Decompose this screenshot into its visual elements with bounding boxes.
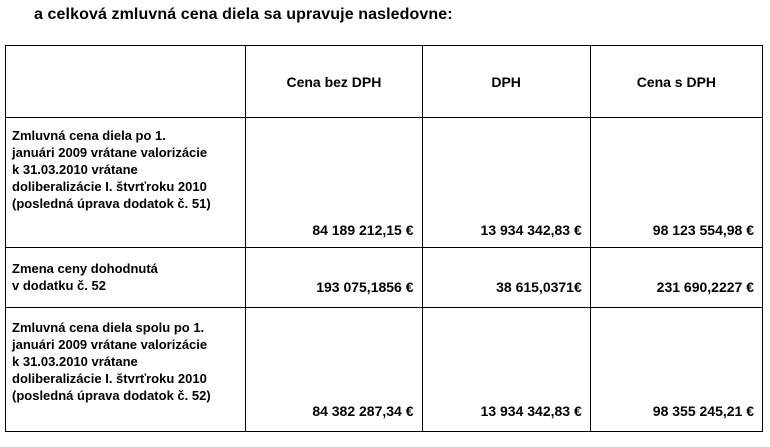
row-label-line: Zmena ceny dohodnutá — [12, 261, 158, 276]
row-label-line: januári 2009 vrátane valorizácie — [12, 337, 208, 352]
row-label-line: (posledná úprava dodatok č. 51) — [12, 196, 211, 211]
document-heading: a celková zmluvná cena diela sa upravuje nasledovne: — [34, 6, 453, 23]
row-label-line: k 31.03.2010 vrátane — [12, 162, 138, 177]
table-header-row — [6, 46, 763, 118]
price-table — [5, 45, 763, 432]
cell-dph: 13 934 342,83 € — [422, 118, 590, 248]
row-label-line: doliberalizácie I. štvrťroku 2010 — [12, 371, 207, 386]
cell-cena-s-dph: 98 355 245,21 € — [590, 308, 762, 432]
cell-cena-bez-dph: 193 075,1856 € — [246, 248, 422, 308]
cell-cena-bez-dph: 84 382 287,34 € — [246, 308, 422, 432]
header-cena-s-dph: Cena s DPH — [590, 46, 762, 118]
cell-cena-s-dph: 98 123 554,98 € — [590, 118, 762, 248]
row-label-line: v dodatku č. 52 — [12, 278, 106, 293]
row-label-line: doliberalizácie I. štvrťroku 2010 — [12, 179, 207, 194]
row-label-line: januári 2009 vrátane valorizácie — [12, 145, 208, 160]
header-cena-bez-dph: Cena bez DPH — [246, 46, 422, 118]
header-empty-cell — [6, 46, 246, 118]
row-label-line: Zmluvná cena diela spolu po 1. — [12, 320, 205, 335]
row-label-line: k 31.03.2010 vrátane — [12, 354, 138, 369]
cell-dph: 13 934 342,83 € — [422, 308, 590, 432]
cell-cena-bez-dph: 84 189 212,15 € — [246, 118, 422, 248]
row-label-line: (posledná úprava dodatok č. 52) — [12, 388, 211, 403]
cell-cena-s-dph: 231 690,2227 € — [590, 248, 762, 308]
cell-dph: 38 615,0371€ — [422, 248, 590, 308]
row-label — [6, 308, 246, 432]
table-row — [6, 308, 763, 432]
row-label — [6, 118, 246, 248]
table-row — [6, 118, 763, 248]
header-dph: DPH — [422, 46, 590, 118]
row-label-line: Zmluvná cena diela po 1. — [12, 128, 166, 143]
row-label — [6, 248, 246, 308]
table-row — [6, 248, 763, 308]
